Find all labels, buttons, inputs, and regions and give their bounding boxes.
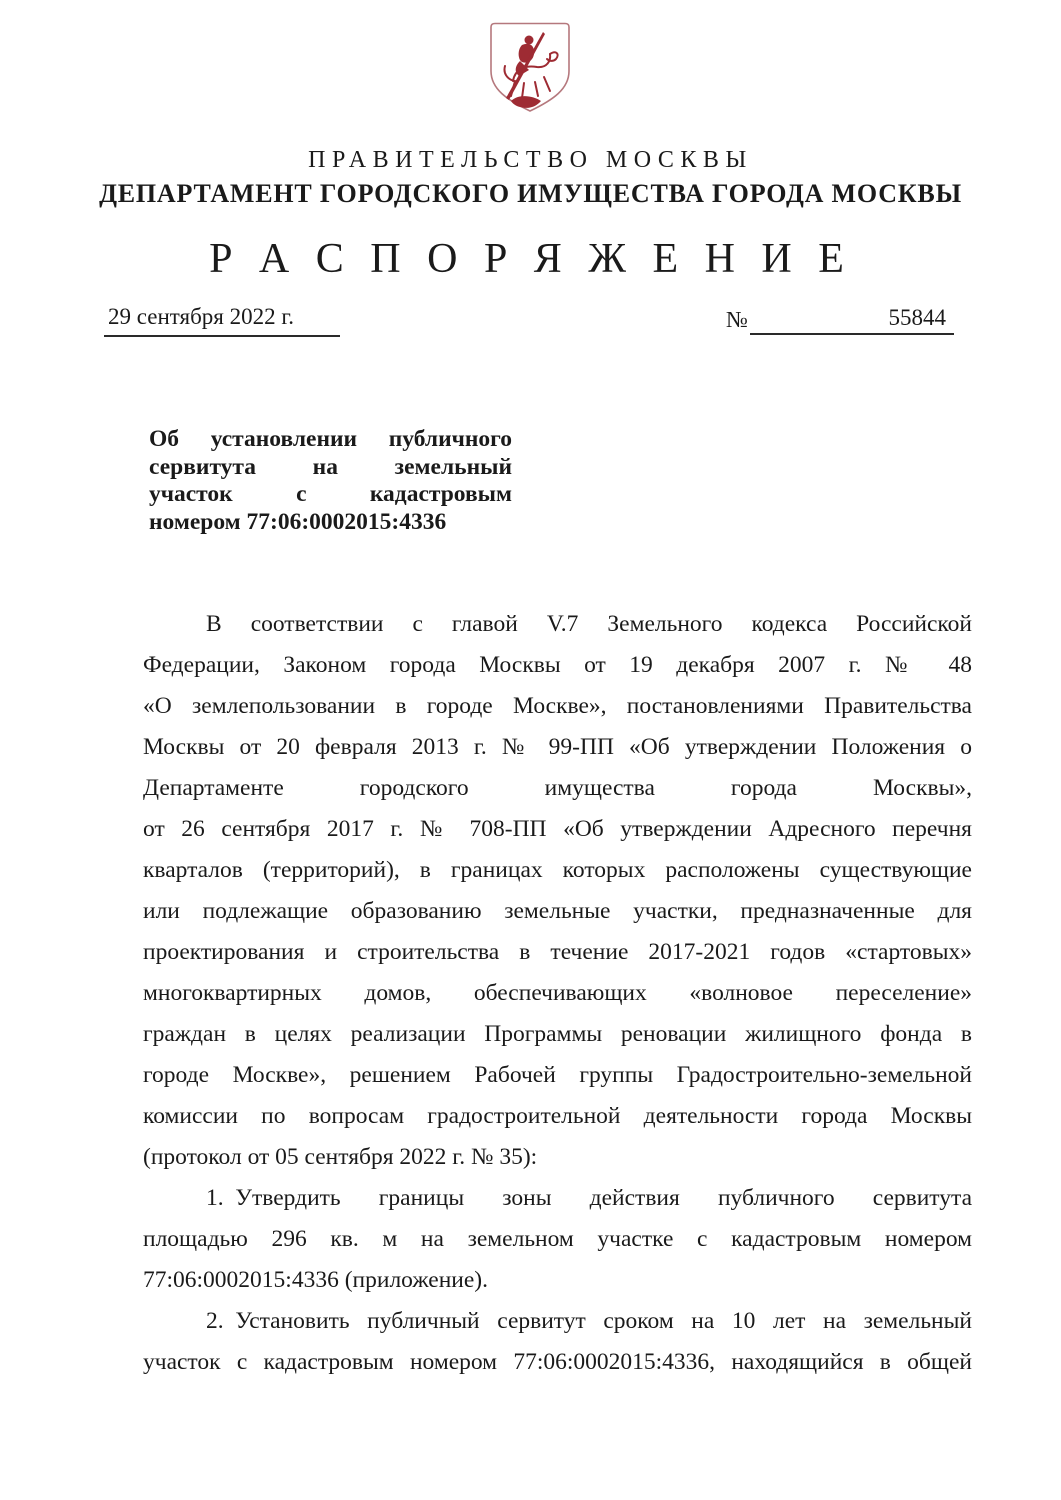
text-line: граждан в целях реализации Программы реновации жилищного фонда в xyxy=(143,1021,972,1047)
meta-row xyxy=(0,304,1061,340)
text-line: В соответствии с главой V.7 Земельного кодекса Российской xyxy=(206,611,972,637)
number-field xyxy=(726,304,954,335)
text-line: Федерации, Законом города Москвы от 19 декабря 2007 г. № 48 xyxy=(143,652,972,678)
text-line: многоквартирных домов, обеспечивающих «волновое переселение» xyxy=(143,980,972,1006)
moscow-coat-of-arms-icon xyxy=(487,21,573,113)
date-field xyxy=(104,304,340,337)
text-line: (протокол от 05 сентября 2022 г. № 35): xyxy=(143,1144,538,1170)
text-line: кварталов (территорий), в границах которых расположены существующие xyxy=(143,857,972,883)
text-line: городе Москве», решением Рабочей группы Градостроительно-земельной xyxy=(143,1062,972,1088)
text-line: 77:06:0002015:4336 (приложение). xyxy=(143,1267,488,1293)
text-line: 1. Утвердить границы зоны действия публичного сервитута xyxy=(206,1185,972,1211)
text-line: от 26 сентября 2017 г. № 708-ПП «Об утверждении Адресного перечня xyxy=(143,816,972,842)
text-line: комиссии по вопросам градостроительной деятельности города Москвы xyxy=(143,1103,972,1129)
text-line: «О землепользовании в городе Москве», постановлениями Правительства xyxy=(143,693,972,719)
text-line: Об установлении публичного xyxy=(149,426,512,452)
body-text xyxy=(143,604,972,1383)
text-line: Москвы от 20 февраля 2013 г. № 99-ПП «Об утверждении Положения о xyxy=(143,734,972,760)
text-line: Департаменте городского имущества города Москвы», xyxy=(143,775,972,801)
government-title: ПРАВИТЕЛЬСТВО МОСКВЫ xyxy=(308,147,753,173)
text-line: номером 77:06:0002015:4336 xyxy=(149,508,447,535)
department-title: ДЕПАРТАМЕНТ ГОРОДСКОГО ИМУЩЕСТВА ГОРОДА МОСКВЫ xyxy=(99,179,962,208)
number-value: 55844 xyxy=(750,302,954,335)
text-line: сервитута на земельный xyxy=(149,453,512,480)
text-line: участок с кадастровым номером 77:06:0002015:4336, находящийся в общей xyxy=(143,1349,972,1375)
text-line: 2. Установить публичный сервитут сроком на 10 лет на земельный xyxy=(206,1308,972,1334)
text-line: или подлежащие образованию земельные участки, предназначенные для xyxy=(143,898,972,924)
text-line: участок с кадастровым xyxy=(149,481,512,507)
subject-block xyxy=(149,426,512,536)
text-line: площадью 296 кв. м на земельном участке с кадастровым номером xyxy=(143,1226,972,1252)
document-type-title: Р А С П О Р Я Ж Е Н И Е xyxy=(209,236,852,282)
date-value: 29 сентября 2022 г. xyxy=(108,304,294,329)
number-sign: № xyxy=(726,307,748,332)
text-line: проектирования и строительства в течение 2017-2021 годов «стартовых» xyxy=(143,939,972,965)
